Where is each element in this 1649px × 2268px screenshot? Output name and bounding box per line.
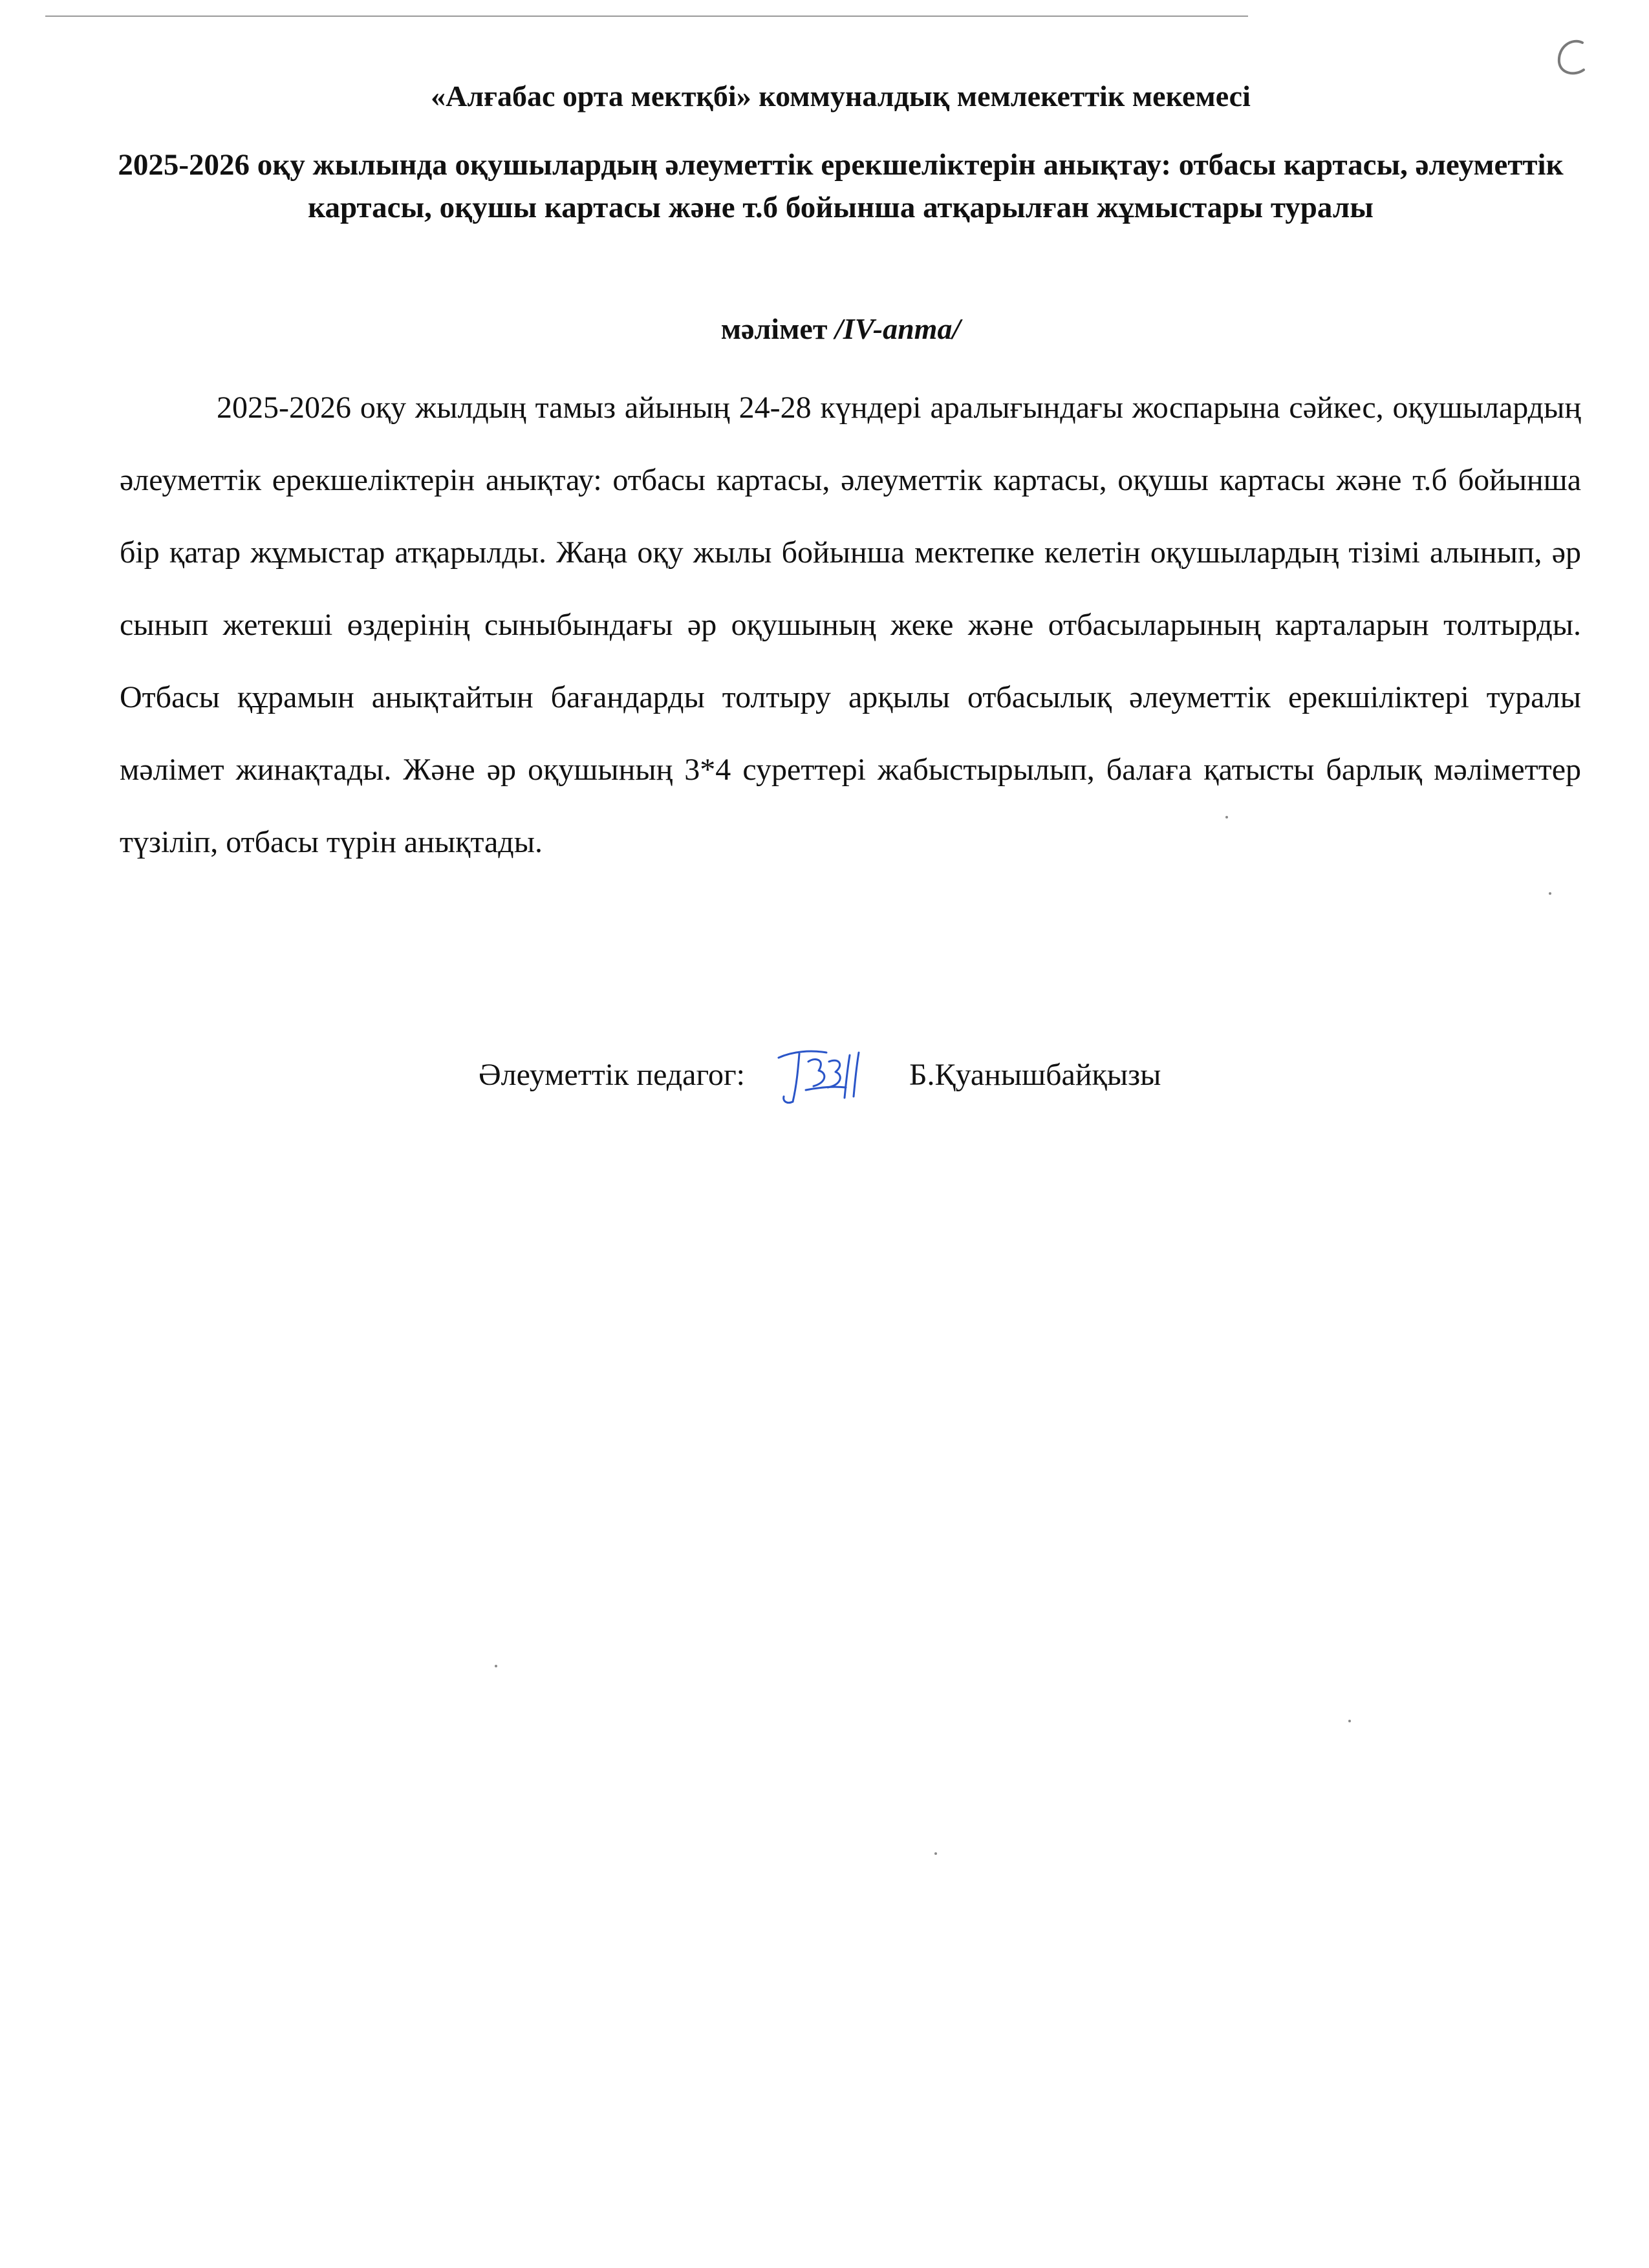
signature-block (479, 1042, 1161, 1107)
report-subtitle-label: мәлімет (720, 312, 835, 345)
report-title: 2025-2026 оқу жылында оқушылардың әлеуметтік ерекшеліктерін анықтау: отбасы картасы, әлеуметтік картасы, оқушы картасы және т.б бойынша атқарылған жұмыстары туралы (118, 148, 1564, 224)
scan-top-rule (45, 16, 1248, 17)
report-week: /IV-апта/ (834, 312, 961, 345)
scan-speck (1549, 892, 1551, 895)
scan-speck (934, 1852, 937, 1855)
scan-speck (1348, 1720, 1351, 1722)
report-body-paragraph: 2025-2026 оқу жылдың тамыз айының 24-28 күндері аралығындағы жоспарына сәйкес, оқушылардың әлеуметтік ерекшеліктерін анықтау: отбасы картасы, әлеуметтік картасы, оқушы картасы және т.б бойынша бір қатар жұмыстар атқарылды. Жаңа оқу жылы бойынша мектепке келетін оқушылардың тізімі алынып, әр сынып жетекші өздерінің сыныбындағы әр оқушының жеке және отбасыларының карталарын толтырды. Отбасы құрамын анықтайтын бағандарды толтыру арқылы отбасылық әлеуметтік ерекшіліктері туралы мәлімет жинақтады. Және әр оқушының 3*4 суреттері жабыстырылып, балаға қатысты барлық мәліметтер түзіліп, отбасы түрін анықтады. (120, 390, 1581, 859)
signatory-name: Б.Қуанышбайқызы (909, 1057, 1161, 1092)
report-subtitle (103, 309, 1578, 349)
scan-speck (495, 1665, 497, 1667)
handwritten-signature-icon (773, 1042, 870, 1107)
organization-name: «Алғабас орта мектқбі» коммуналдық мемлекеттік мекемесі (431, 80, 1251, 112)
signatory-role: Әлеуметтік педагог: (479, 1057, 745, 1092)
scan-speck (1225, 816, 1228, 818)
